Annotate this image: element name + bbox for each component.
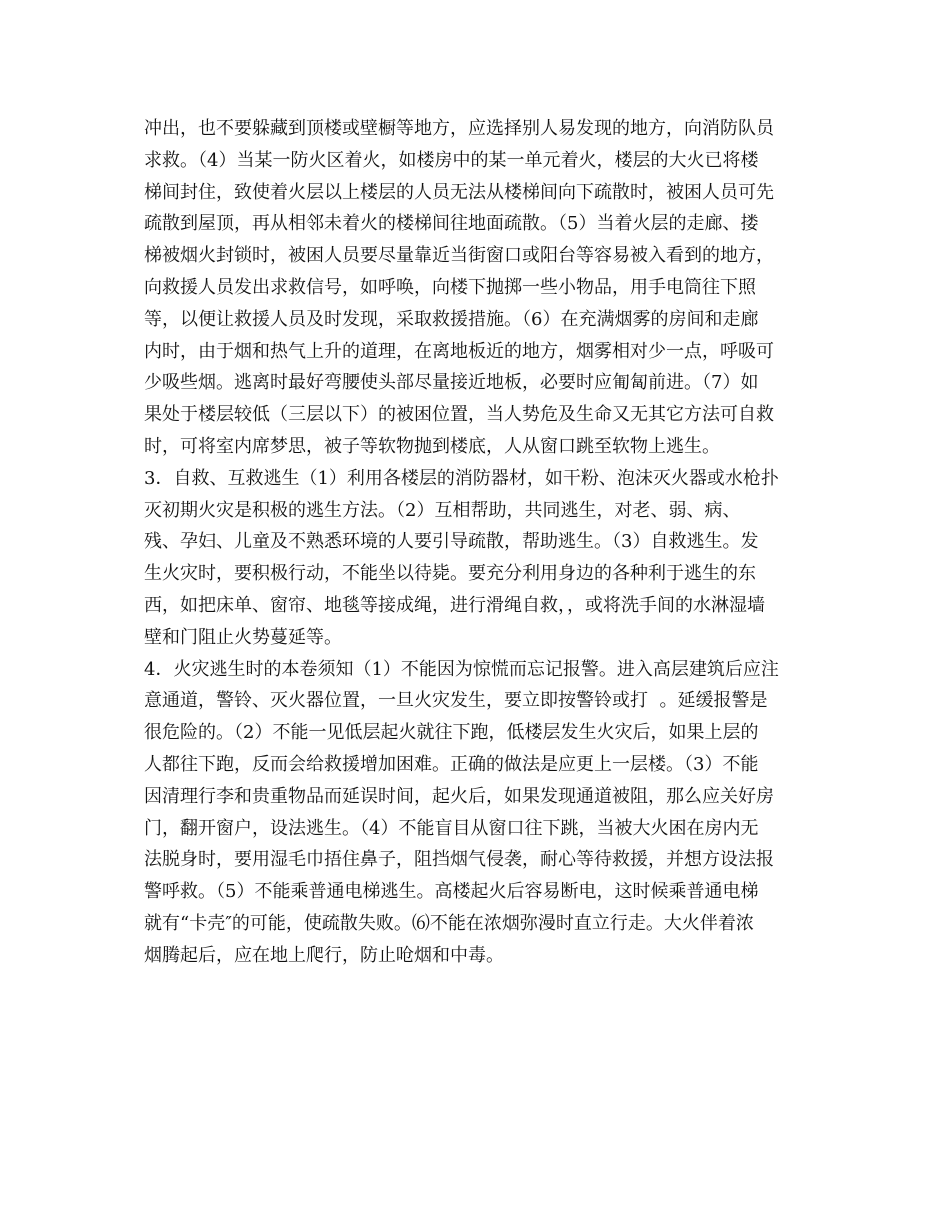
text-line: 求救。（4）当某一防火区着火，如楼房中的某一单元着火，楼层的大火已将楼 [144, 149, 759, 171]
text-line: 西，如把床单、窗帘、地毯等接成绳，进行滑绳自救，，或将洗手间的水淋湿墙 [144, 594, 765, 616]
text-line: 警呼救。（5）不能乘普通电梯逃生。高楼起火后容易断电，这时候乘普通电梯 [144, 881, 759, 903]
text-line: 就有“卡壳″的可能，使疏散失败。⑹不能在浓烟弥漫时直立行走。大火伴着浓 [144, 912, 754, 934]
text-line: 很危险的。（2）不能一见低层起火就往下跑，低楼层发生火灾后，如果上层的 [144, 722, 759, 744]
text-line: 疏散到屋顶，再从相邻未着火的楼梯间往地面疏散。（5）当着火层的走廊、搂 [144, 213, 759, 235]
text-line: 意通道，警铃、灭火器位置，一旦火灾发生，要立即按警铃或打 。延缓报警是 [144, 690, 768, 712]
text-line: 时，可将室内席梦思，被子等软物抛到楼底，人从窗口跳至软物上逃生。 [144, 435, 720, 457]
text-line: 灭初期火灾是积极的逃生方法。（2）互相帮助，共同逃生，对老、弱、病、 [144, 499, 741, 521]
text-line: 向救援人员发出求救信号，如呼唤，向楼下抛掷一些小物品，用手电筒往下照 [144, 276, 756, 298]
text-line: 法脱身时，要用湿毛巾捂住鼻子，阻挡烟气侵袭，耐心等待救援，并想方设法报 [144, 849, 774, 871]
text-line: 梯间封住，致使着火层以上楼层的人员无法从楼梯间向下疏散时，被困人员可先 [144, 181, 774, 203]
text-line: 3．自救、互救逃生（1）利用各楼层的消防器材，如干粉、泡沫灭火器或水枪扑 [144, 467, 779, 489]
text-line: 4．火灾逃生时的本卷须知（1）不能因为惊慌而忘记报警。进入高层建筑后应注 [144, 658, 779, 680]
text-line: 内时，由于烟和热气上升的道理，在离地板近的地方，烟雾相对少一点，呼吸可 [144, 340, 774, 362]
body-text [144, 113, 809, 972]
text-line: 壁和门阻止火势蔓延等。 [144, 626, 342, 648]
text-line: 少吸些烟。逃离时最好弯腰使头部尽量接近地板，必要时应匍匐前进。（7）如 [144, 372, 759, 394]
text-line: 果处于楼层较低（三层以下）的被困位置，当人势危及生命又无其它方法可自救 [144, 404, 774, 426]
text-line: 门，翻开窗户，设法逃生。（4）不能盲目从窗口往下跳，当被大火困在房内无 [144, 817, 759, 839]
text-line: 因清理行李和贵重物品而延误时间，起火后，如果发现通道被阻，那么应关好房 [144, 785, 774, 807]
text-line: 残、孕妇、儿童及不熟悉环境的人要引导疏散，帮助逃生。（3）自救逃生。发 [144, 531, 759, 553]
text-line: 人都往下跑，反而会给救援增加困难。正确的做法是应更上一层楼。（3）不能 [144, 753, 759, 775]
text-line: 烟腾起后，应在地上爬行，防止呛烟和中毒。 [144, 944, 504, 966]
text-line: 冲出，也不要躲藏到顶楼或壁橱等地方，应选择别人易发现的地方，向消防队员 [144, 118, 774, 139]
text-line: 等，以便让救援人员及时发现，采取救援措施。（6）在充满烟雾的房间和走廊 [144, 308, 759, 330]
text-line: 梯被烟火封锁时，被困人员要尽量靠近当街窗口或阳台等容易被入看到的地方， [144, 245, 774, 267]
text-line: 生火灾时，要积极行动，不能坐以待毙。要充分利用身边的各种利于逃生的东 [144, 563, 756, 585]
